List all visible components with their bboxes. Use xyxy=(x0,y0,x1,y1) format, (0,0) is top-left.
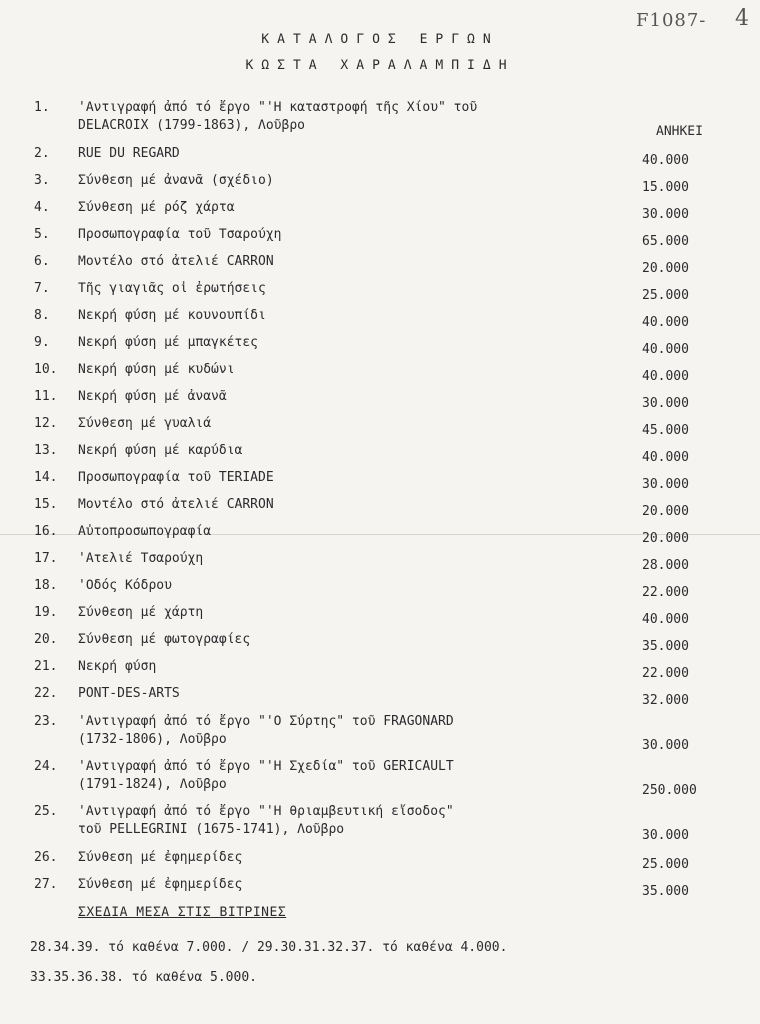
item-number: 6. xyxy=(34,254,50,269)
item-title: Προσωπογραφία τοῦ Τσαρούχη xyxy=(78,227,282,242)
item-price: 40.000 xyxy=(642,342,689,357)
item-title: Σύνθεση μέ γυαλιά xyxy=(78,416,212,431)
item-title: Νεκρή φύση μέ κυδώνι xyxy=(78,362,235,377)
item-title: 'Ατελιέ Τσαρούχη xyxy=(78,551,204,566)
item-price: 30.000 xyxy=(642,207,689,222)
item-number: 3. xyxy=(34,173,50,188)
item-title: Σύνθεση μέ ἐφημερίδες xyxy=(78,877,243,892)
item-price: 20.000 xyxy=(642,504,689,519)
item-title-continued: (1732-1806), Λοῦβρο xyxy=(78,732,227,747)
catalogue-title: ΚΑΤΑΛΟΓΟΣ ΕΡΓΩΝ xyxy=(261,32,499,47)
item-title: Νεκρή φύση μέ καρύδια xyxy=(78,443,243,458)
item-title: Νεκρή φύση xyxy=(78,659,157,674)
item-number: 9. xyxy=(34,335,50,350)
drawings-heading: ΣΧΕΔΙΑ ΜΕΣΑ ΣΤΙΣ ΒΙΤΡΙΝΕΣ xyxy=(78,905,287,920)
item-title-continued: τοῦ PELLEGRINI (1675-1741), Λοῦβρο xyxy=(78,822,345,837)
page-number: 4 xyxy=(735,6,749,31)
item-title: Σύνθεση μέ ἀνανᾶ (σχέδιο) xyxy=(78,173,274,188)
item-title: Σύνθεση μέ χάρτη xyxy=(78,605,204,620)
item-price: 35.000 xyxy=(642,639,689,654)
item-number: 27. xyxy=(34,877,58,892)
item-number: 22. xyxy=(34,686,58,701)
reference-code: F1087- xyxy=(636,10,707,31)
item-number: 21. xyxy=(34,659,58,674)
item-title: Μοντέλο στό ἀτελιέ CARRON xyxy=(78,254,274,269)
item-price: 20.000 xyxy=(642,531,689,546)
item-title: Νεκρή φύση μέ μπαγκέτες xyxy=(78,335,259,350)
drawings-price-note-2: 33.35.36.38. τό καθένα 5.000. xyxy=(30,970,257,985)
item-number: 14. xyxy=(34,470,58,485)
item-price: 30.000 xyxy=(642,477,689,492)
item-price: 35.000 xyxy=(642,884,689,899)
item-number: 16. xyxy=(34,524,58,539)
item-title: RUE DU REGARD xyxy=(78,146,180,161)
item-price: 25.000 xyxy=(642,857,689,872)
item-price: 30.000 xyxy=(642,738,689,753)
item-number: 2. xyxy=(34,146,50,161)
item-title: 'Αντιγραφή ἀπό τό ἔργο "'Η Σχεδία" τοῦ GERICAULT xyxy=(78,759,454,774)
item-price: 32.000 xyxy=(642,693,689,708)
item-price: 40.000 xyxy=(642,369,689,384)
item-price: 65.000 xyxy=(642,234,689,249)
item-price: 45.000 xyxy=(642,423,689,438)
item-title: Σύνθεση μέ ἐφημερίδες xyxy=(78,850,243,865)
item-price: 30.000 xyxy=(642,828,689,843)
item-number: 11. xyxy=(34,389,58,404)
item-number: 25. xyxy=(34,804,58,819)
item-title: Τῆς γιαγιᾶς οἱ ἐρωτήσεις xyxy=(78,281,266,296)
item-title-continued: DELACROIX (1799-1863), Λοῦβρο xyxy=(78,118,305,133)
item-number: 24. xyxy=(34,759,58,774)
item-title-continued: (1791-1824), Λοῦβρο xyxy=(78,777,227,792)
item-title: Νεκρή φύση μέ κουνουπίδι xyxy=(78,308,266,323)
column-header-owned: ΑΝΗΚΕΙ xyxy=(656,124,703,139)
item-number: 26. xyxy=(34,850,58,865)
item-number: 1. xyxy=(34,100,50,115)
item-price: 28.000 xyxy=(642,558,689,573)
item-number: 15. xyxy=(34,497,58,512)
item-number: 12. xyxy=(34,416,58,431)
item-price: 25.000 xyxy=(642,288,689,303)
artist-name: ΚΩΣΤΑ ΧΑΡΑΛΑΜΠΙΔΗ xyxy=(245,58,515,73)
item-price: 20.000 xyxy=(642,261,689,276)
item-number: 4. xyxy=(34,200,50,215)
item-number: 7. xyxy=(34,281,50,296)
item-number: 19. xyxy=(34,605,58,620)
item-title: PONT-DES-ARTS xyxy=(78,686,180,701)
item-price: 15.000 xyxy=(642,180,689,195)
item-number: 13. xyxy=(34,443,58,458)
item-title: Νεκρή φύση μέ ἀνανᾶ xyxy=(78,389,227,404)
item-price: 30.000 xyxy=(642,396,689,411)
item-price: 22.000 xyxy=(642,666,689,681)
item-number: 10. xyxy=(34,362,58,377)
item-price: 250.000 xyxy=(642,783,697,798)
item-price: 40.000 xyxy=(642,450,689,465)
item-number: 18. xyxy=(34,578,58,593)
item-title: Αὐτοπροσωπογραφία xyxy=(78,524,212,539)
item-price: 22.000 xyxy=(642,585,689,600)
item-title: 'Αντιγραφή ἀπό τό ἔργο "'Ο Σύρτης" τοῦ FRAGONARD xyxy=(78,714,454,729)
item-number: 23. xyxy=(34,714,58,729)
item-number: 5. xyxy=(34,227,50,242)
item-title: Προσωπογραφία τοῦ TERIADE xyxy=(78,470,274,485)
item-title: 'Οδός Κόδρου xyxy=(78,578,172,593)
item-title: 'Αντιγραφή ἀπό τό ἔργο "'Η καταστροφή τῆς Χίου" τοῦ xyxy=(78,100,478,115)
item-title: 'Αντιγραφή ἀπό τό ἔργο "'Η θριαμβευτική εἴσοδος" xyxy=(78,804,454,819)
item-title: Σύνθεση μέ φωτογραφίες xyxy=(78,632,251,647)
item-price: 40.000 xyxy=(642,612,689,627)
item-price: 40.000 xyxy=(642,315,689,330)
item-price: 40.000 xyxy=(642,153,689,168)
item-title: Σύνθεση μέ ρόζ χάρτα xyxy=(78,200,235,215)
item-number: 8. xyxy=(34,308,50,323)
item-number: 20. xyxy=(34,632,58,647)
item-number: 17. xyxy=(34,551,58,566)
drawings-price-note-1: 28.34.39. τό καθένα 7.000. / 29.30.31.32.37. τό καθένα 4.000. xyxy=(30,940,508,955)
item-title: Μοντέλο στό ἀτελιέ CARRON xyxy=(78,497,274,512)
